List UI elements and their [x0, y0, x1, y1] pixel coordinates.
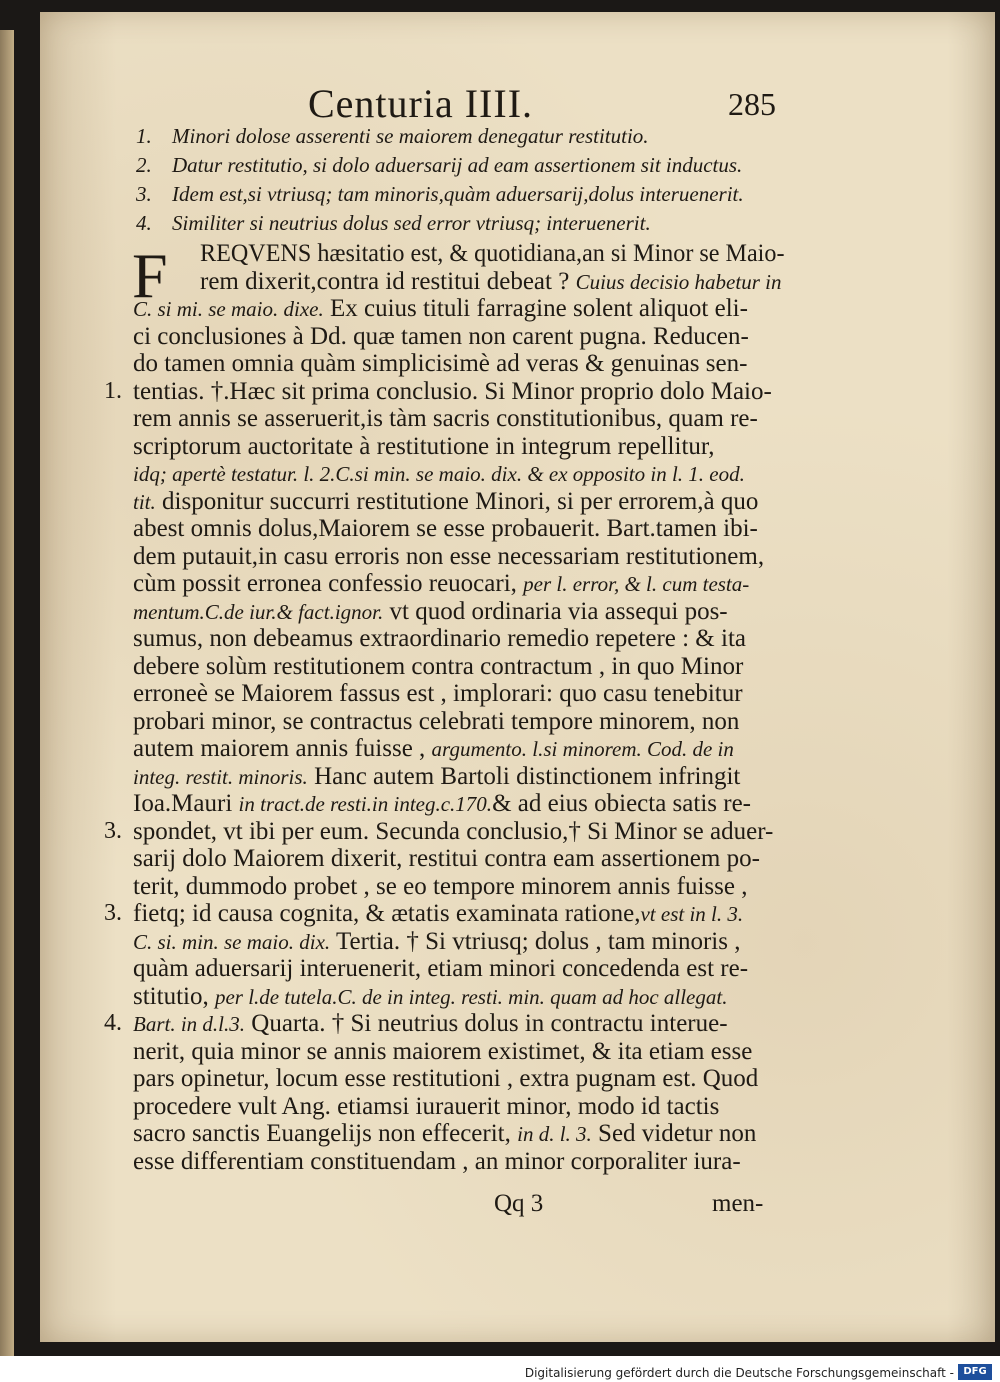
- running-header: Centuria IIII.: [308, 81, 534, 126]
- body-segment: rem dixerit,contra id restitui debeat ?: [200, 267, 576, 295]
- body-segment: ci conclusiones à Dd. quæ tamen non carent pugna. Reducen-: [133, 322, 749, 350]
- body-segment: debere solùm restitutionem contra contractum , in quo Minor: [133, 652, 744, 680]
- text-line: [133, 983, 727, 1011]
- body-segment: procedere vult Ang. etiamsi iurauerit minor, modo id tactis: [133, 1092, 720, 1120]
- text-line: [133, 460, 745, 488]
- body-segment: Sed videtur non: [591, 1120, 757, 1147]
- margin-number: 1.: [104, 377, 122, 404]
- text-line: [133, 350, 747, 378]
- text-line: [133, 708, 739, 736]
- summary-text: Idem est,si vtriusq; tam minoris,quàm aduersarij,dolus interuenerit.: [172, 182, 744, 206]
- citation-text: per l.de tutela.C. de in integ. resti. min. quam ad hoc allegat.: [214, 984, 728, 1009]
- text-line: [133, 1038, 752, 1066]
- margin-number: 3.: [104, 900, 122, 926]
- body-segment: Tertia. † Si vtriusq; dolus , tam minoris ,: [330, 927, 741, 955]
- citation-text: vt est in l. 3.: [640, 902, 744, 926]
- text-line: [133, 515, 758, 543]
- footer-credit: Digitalisierung gefördert durch die Deutsche Forschungsgemeinschaft -: [524, 1366, 954, 1380]
- text-line: [133, 625, 746, 653]
- body-segment: REQVENS hæsitatio est, & quotidiana,an si Minor se Maio-: [200, 240, 785, 267]
- body-segment: autem maiorem annis fuisse ,: [133, 735, 432, 762]
- body-segment: probari minor, se contractus celebrati tempore minorem, non: [133, 707, 740, 735]
- text-line: [133, 1010, 728, 1038]
- body-segment: sarij dolo Maiorem dixerit, restitui contra eam assertionem po-: [133, 845, 760, 872]
- body-segment: fietq; id causa cognita, & ætatis examinata ratione,: [133, 900, 641, 927]
- body-segment: nerit, quia minor se annis maiorem existimet, & ita etiam esse: [133, 1037, 753, 1065]
- citation-text: in tract.de resti.in integ.c.170.: [238, 792, 493, 816]
- text-line: [133, 680, 743, 708]
- citation-text: in d. l. 3.: [517, 1122, 592, 1146]
- text-line: [133, 570, 749, 598]
- page-number: 285: [728, 86, 776, 122]
- text-line: [133, 433, 714, 461]
- citation-text: idq; apertè testatur. l. 2.C.si min. se maio. dix. & ex opposito in l. 1. eod.: [133, 462, 745, 486]
- text-line: [133, 763, 740, 791]
- text-line: [133, 1093, 719, 1121]
- body-segment: vt quod ordinaria via assequi pos-: [383, 597, 728, 625]
- text-line: [133, 928, 740, 956]
- body-segment: spondet, vt ibi per eum. Secunda conclusio,† Si Minor se aduer-: [133, 817, 774, 845]
- text-line: [200, 268, 781, 296]
- summary-number: 3.: [136, 182, 152, 206]
- previous-page-edge: [0, 30, 14, 1356]
- text-line: [133, 845, 760, 873]
- signature-mark: Qq 3: [494, 1190, 544, 1217]
- text-line: [133, 653, 743, 681]
- body-segment: dem putauit,in casu erroris non esse necessariam restitutionem,: [133, 542, 765, 570]
- drop-cap-initial: F: [132, 240, 168, 311]
- summary-text: Datur restitutio, si dolo aduersarij ad eam assertionem sit inductus.: [172, 153, 743, 177]
- citation-text: C. si mi. se maio. dixe.: [133, 297, 324, 321]
- citation-text: mentum.C.de iur.& fact.ignor.: [133, 599, 384, 624]
- margin-number: 4.: [104, 1010, 122, 1036]
- text-line: [133, 900, 743, 928]
- body-segment: tentias. †.Hæc sit prima conclusio. Si Minor proprio dolo Maio-: [133, 377, 772, 405]
- body-segment: abest omnis dolus,Maiorem se esse probauerit. Bart.tamen ibi-: [133, 515, 758, 542]
- text-line: [133, 543, 764, 571]
- text-line: [133, 873, 747, 901]
- summary-text: Minori dolose asserenti se maiorem denegatur restitutio.: [172, 124, 649, 148]
- body-segment: stitutio,: [133, 982, 215, 1010]
- body-segment: terit, dummodo probet , se eo tempore minorem annis fuisse ,: [133, 872, 748, 900]
- body-segment: scriptorum auctoritate à restitutione in integrum repellitur,: [133, 432, 715, 460]
- body-segment: rem annis se asseruerit,is tàm sacris constitutionibus, quam re-: [133, 405, 758, 432]
- text-line: [200, 240, 785, 268]
- body-segment: quàm aduersarij interuenerit, etiam minori concedenda est re-: [133, 955, 749, 982]
- body-segment: & ad eius obiecta satis re-: [492, 790, 751, 817]
- body-segment: sacro sanctis Euangelijs non effecerit,: [133, 1120, 518, 1147]
- summary-number: 2.: [136, 153, 152, 177]
- text-line: [133, 295, 748, 323]
- body-segment: erroneè se Maiorem fassus est , implorari: quo casu tenebitur: [133, 680, 743, 707]
- catchword: men-: [712, 1190, 764, 1217]
- citation-text: argumento. l.si minorem. Cod. de in: [431, 737, 734, 761]
- summary-text: Similiter si neutrius dolus sed error vtriusq; interuenerit.: [172, 211, 651, 235]
- body-segment: Ioa.Mauri: [133, 790, 239, 817]
- text-line: [133, 735, 734, 763]
- text-line: [133, 818, 773, 846]
- body-segment: cùm possit erronea confessio reuocari,: [133, 570, 524, 597]
- body-segment: esse differentiam constituendam , an minor corporaliter iura-: [133, 1147, 741, 1175]
- body-segment: sumus, non debeamus extraordinario remedio repetere : & ita: [133, 625, 746, 652]
- citation-text: integ. restit. minoris.: [133, 764, 308, 789]
- text-line: [133, 378, 772, 406]
- body-segment: Hanc autem Bartoli distinctionem infringit: [307, 762, 741, 790]
- body-segment: do tamen omnia quàm simplicisimè ad veras & genuinas sen-: [133, 350, 748, 377]
- text-line: [133, 323, 749, 351]
- citation-text: Bart. in d.l.3.: [133, 1012, 246, 1036]
- text-line: [133, 955, 748, 983]
- summary-number: 1.: [136, 124, 152, 148]
- text-line: [133, 1120, 756, 1148]
- summary-number: 4.: [136, 211, 152, 235]
- text-line: [133, 790, 751, 818]
- body-segment: Ex cuius tituli farragine solent aliquot eli-: [323, 295, 748, 322]
- text-line: [133, 1065, 758, 1093]
- text-line: [133, 405, 758, 433]
- text-line: [133, 598, 728, 626]
- body-segment: Quarta. † Si neutrius dolus in contractu interue-: [245, 1010, 728, 1037]
- margin-number: 3.: [104, 817, 122, 844]
- text-line: [133, 488, 758, 516]
- citation-text: Cuius decisio habetur in: [575, 269, 782, 294]
- citation-text: C. si. min. se maio. dix.: [133, 929, 331, 954]
- citation-text: tit.: [133, 489, 156, 514]
- body-segment: pars opinetur, locum esse restitutioni , extra pugnam est. Quod: [133, 1065, 759, 1092]
- body-segment: disponitur succurri restitutione Minori, si per errorem,à quo: [155, 487, 759, 515]
- citation-text: per l. error, & l. cum testa-: [523, 572, 750, 596]
- text-line: [133, 1148, 741, 1176]
- dfg-logo: DFG: [958, 1364, 992, 1380]
